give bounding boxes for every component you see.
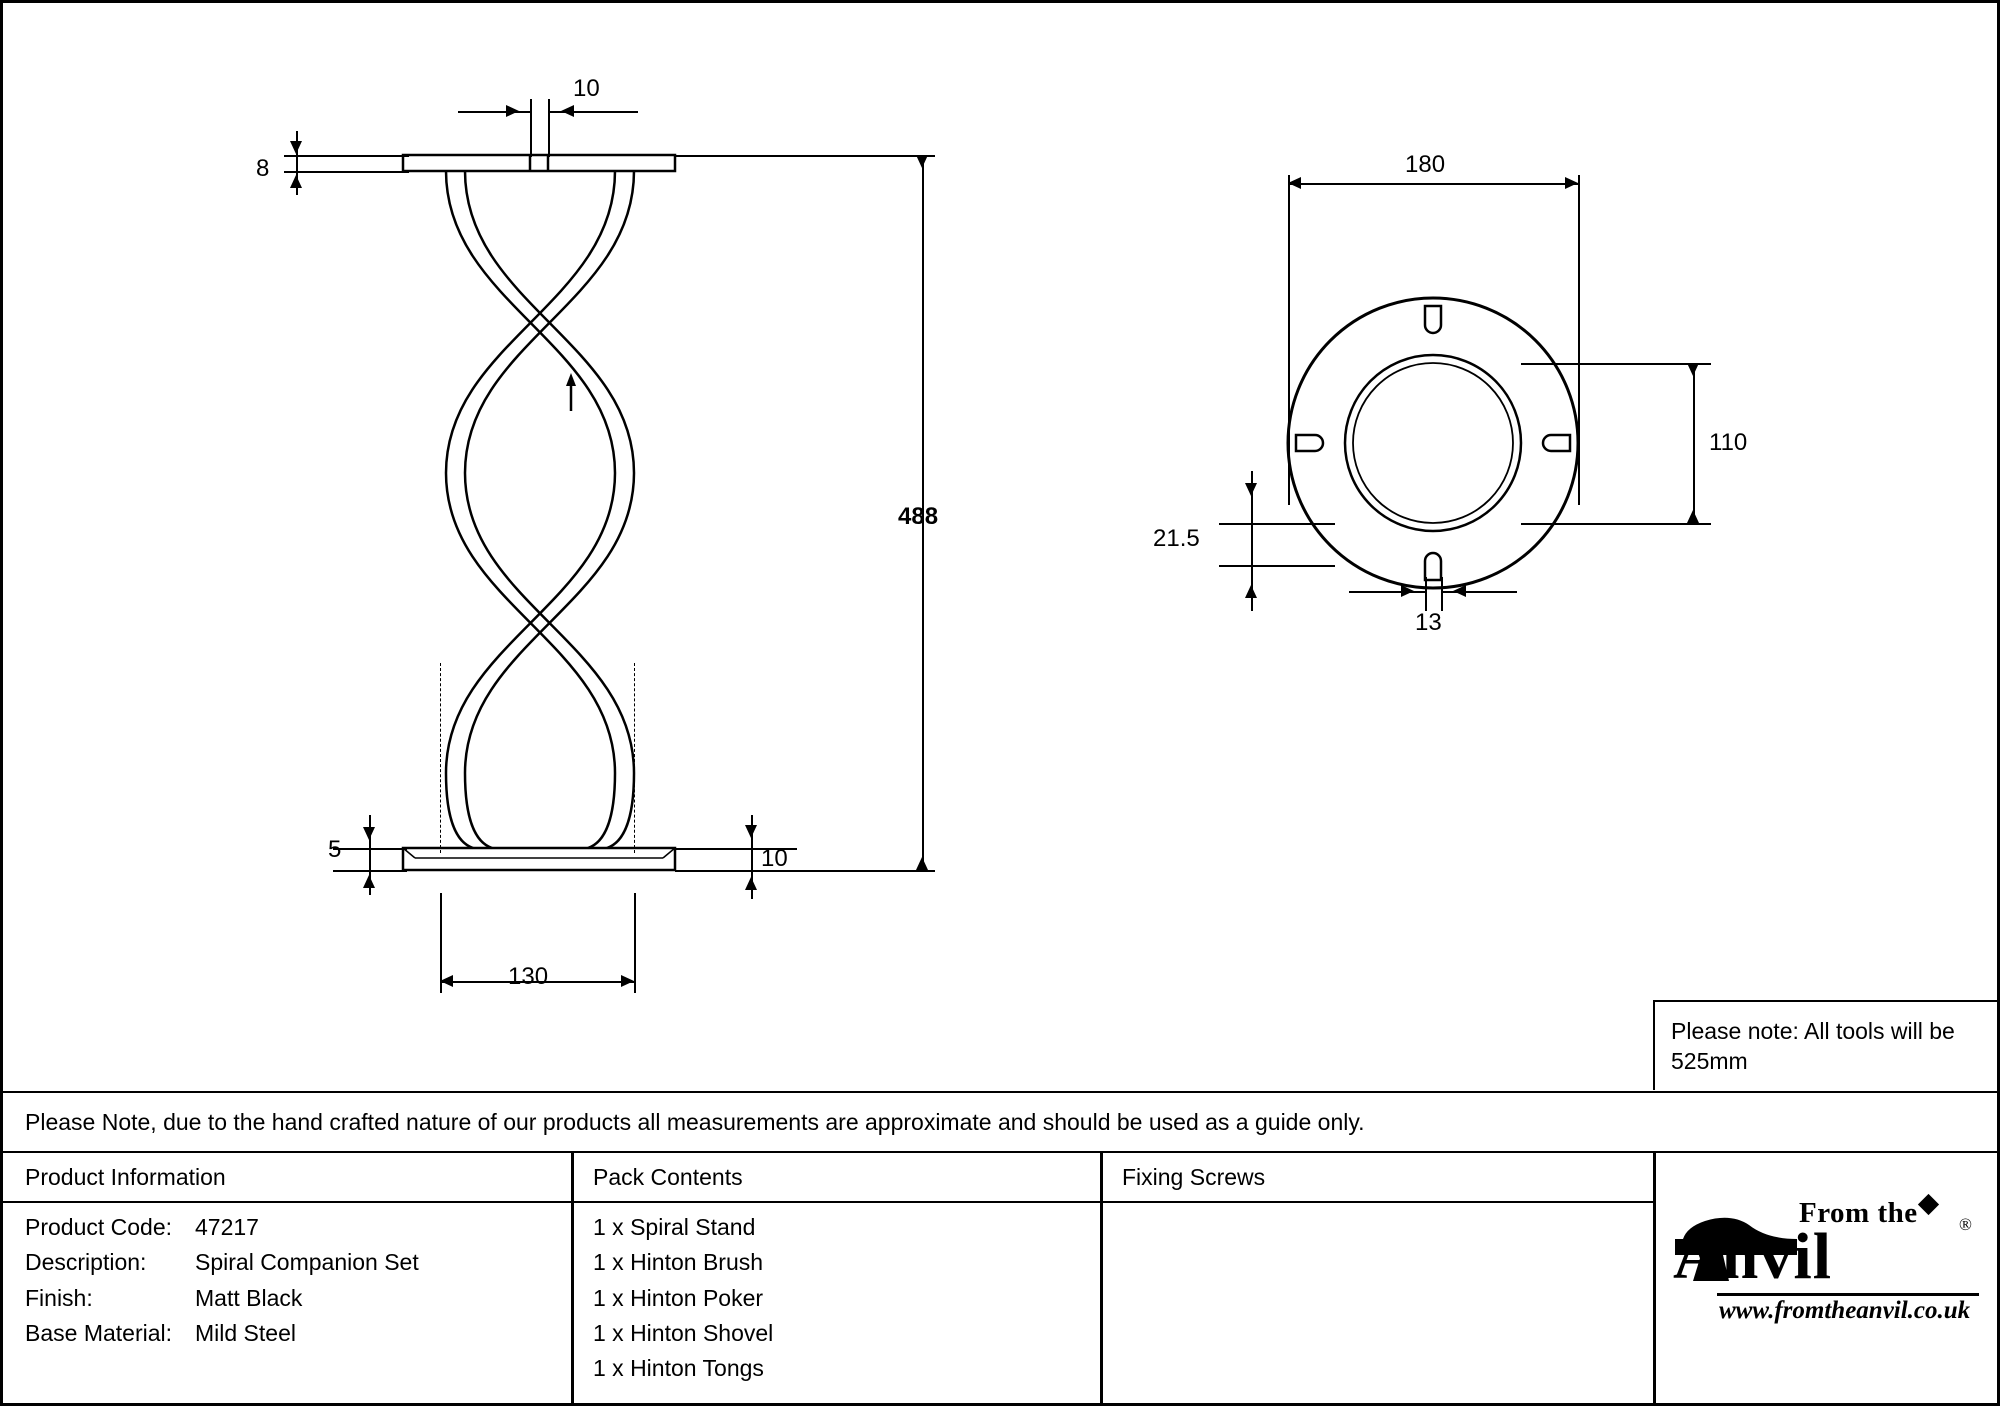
- fixing-screws-body: [1100, 1203, 1653, 1215]
- spiral-stand-plan-view: [1153, 153, 1773, 793]
- approximate-measurements-text: Please Note, due to the hand crafted nature of our products all measurements are approximate and should be used as a guide only.: [25, 1108, 1365, 1135]
- diamond-icon: [1918, 1194, 1939, 1215]
- dim-13-arrow-right: [1453, 585, 1466, 597]
- product-code-value: 47217: [195, 1214, 259, 1240]
- list-item: 1 x Hinton Tongs: [593, 1355, 764, 1382]
- dim-488-arrow-bot: [916, 857, 928, 870]
- header-product-information: [3, 1153, 571, 1203]
- dim-21-5-ext-bot: [1219, 565, 1335, 567]
- projection-line-left: [440, 663, 441, 853]
- list-item: 1 x Spiral Stand: [593, 1214, 756, 1240]
- finish-row: [25, 1286, 571, 1311]
- dim-10-ext-right: [548, 99, 550, 157]
- dim-110-ext-bot: [1521, 523, 1711, 525]
- dim-110-arrow-top: [1687, 363, 1699, 376]
- description-key: Description:: [25, 1249, 147, 1276]
- tools-length-note: Please note: All tools will be 525mm: [1653, 1000, 1997, 1090]
- list-item: 1 x Hinton Brush: [593, 1249, 764, 1276]
- description-row: [25, 1250, 571, 1275]
- dim-180-ext-left: [1288, 175, 1290, 505]
- plan-view-geometry: [1153, 153, 1773, 793]
- dim-21-5-ext-top: [1219, 523, 1335, 525]
- dim-5-arrow-bot: [363, 875, 375, 888]
- dim-21-5-arrow-top: [1245, 483, 1257, 496]
- logo-artwork: [1671, 1193, 1981, 1363]
- dim-8-ext-top: [284, 155, 409, 157]
- dim-110-ext-top: [1521, 363, 1711, 365]
- header-pack-contents-label: Pack Contents: [593, 1163, 743, 1190]
- dim-13-label: 13: [1415, 609, 1442, 636]
- dim-180-line: [1288, 183, 1578, 185]
- brand-logo: [1653, 1153, 1997, 1405]
- dim-8-arrow-top: [290, 141, 302, 154]
- dim-180-ext-right: [1578, 175, 1580, 505]
- product-information-body: [3, 1203, 571, 1356]
- approximate-measurements-note: [3, 1091, 1997, 1151]
- dim-8-label: 8: [256, 155, 270, 182]
- base-material-key: Base Material:: [25, 1319, 173, 1346]
- dim-13-ext-right: [1441, 577, 1443, 611]
- list-item: 1 x Hinton Shovel: [593, 1319, 774, 1346]
- dim-21-5-arrow-bot: [1245, 585, 1257, 598]
- dim-13-ext-left: [1425, 577, 1427, 611]
- header-fixing-screws: [1100, 1153, 1653, 1203]
- dim-180-arrow-right: [1565, 177, 1578, 189]
- projection-line-right: [634, 663, 635, 853]
- dim-10-arrow-left: [506, 105, 519, 117]
- dim-180-arrow-left: [1288, 177, 1301, 189]
- dim-10-base-label: 10: [761, 845, 788, 872]
- drawing-area: [3, 3, 1997, 1093]
- product-code-key: Product Code:: [25, 1214, 173, 1240]
- dim-130-arrow-right: [621, 975, 634, 987]
- pack-contents-body: [571, 1203, 1100, 1391]
- logo-divider: [1717, 1293, 1979, 1296]
- dim-130-label: 130: [508, 963, 549, 990]
- dim-10-top-label: 10: [573, 75, 600, 102]
- spiral-stand-front-elevation: [3, 3, 963, 1083]
- dim-10-arrow-right: [561, 105, 574, 117]
- product-code-row: [25, 1215, 571, 1240]
- dim-110-line: [1693, 363, 1695, 523]
- base-material-row: [25, 1321, 571, 1346]
- logo-anvil-text: Anvil: [1673, 1220, 1833, 1293]
- dim-130-ext-right: [634, 893, 636, 993]
- header-pack-contents: [571, 1153, 1100, 1203]
- header-product-information-label: Product Information: [25, 1163, 226, 1190]
- logo-website-url: www.fromtheanvil.co.uk: [1719, 1297, 1971, 1324]
- dim-8-ext-bot: [284, 171, 409, 173]
- dim-488-arrow-top: [916, 155, 928, 168]
- dim-110-arrow-bot: [1687, 510, 1699, 523]
- finish-key: Finish:: [25, 1284, 93, 1311]
- dim-130-arrow-left: [440, 975, 453, 987]
- dim-10-base-arrow-bot: [745, 877, 757, 890]
- information-table: [3, 1151, 1997, 1403]
- dim-13-arrow-left: [1401, 585, 1414, 597]
- dim-10-ext-left: [530, 99, 532, 157]
- dim-10-base-arrow-top: [745, 825, 757, 838]
- spiral-stand-geometry: [3, 3, 963, 1083]
- dim-8-arrow-bot: [290, 175, 302, 188]
- list-item: 1 x Hinton Poker: [593, 1284, 764, 1311]
- finish-value: Matt Black: [195, 1284, 303, 1311]
- dim-5-label: 5: [328, 836, 342, 863]
- dim-5-arrow-top: [363, 827, 375, 840]
- registered-mark: ®: [1959, 1215, 1972, 1234]
- dim-180-label: 180: [1405, 151, 1446, 178]
- header-fixing-screws-label: Fixing Screws: [1122, 1163, 1266, 1190]
- dim-488-label: 488: [898, 503, 939, 530]
- base-material-value: Mild Steel: [195, 1319, 296, 1346]
- dim-21-5-label: 21.5: [1153, 525, 1200, 552]
- description-value: Spiral Companion Set: [195, 1249, 419, 1276]
- dim-110-label: 110: [1709, 429, 1748, 456]
- dim-488-ext-top: [675, 155, 935, 157]
- logo-from-the-text: From the: [1799, 1197, 1918, 1229]
- dim-10-top-line-left: [458, 111, 530, 113]
